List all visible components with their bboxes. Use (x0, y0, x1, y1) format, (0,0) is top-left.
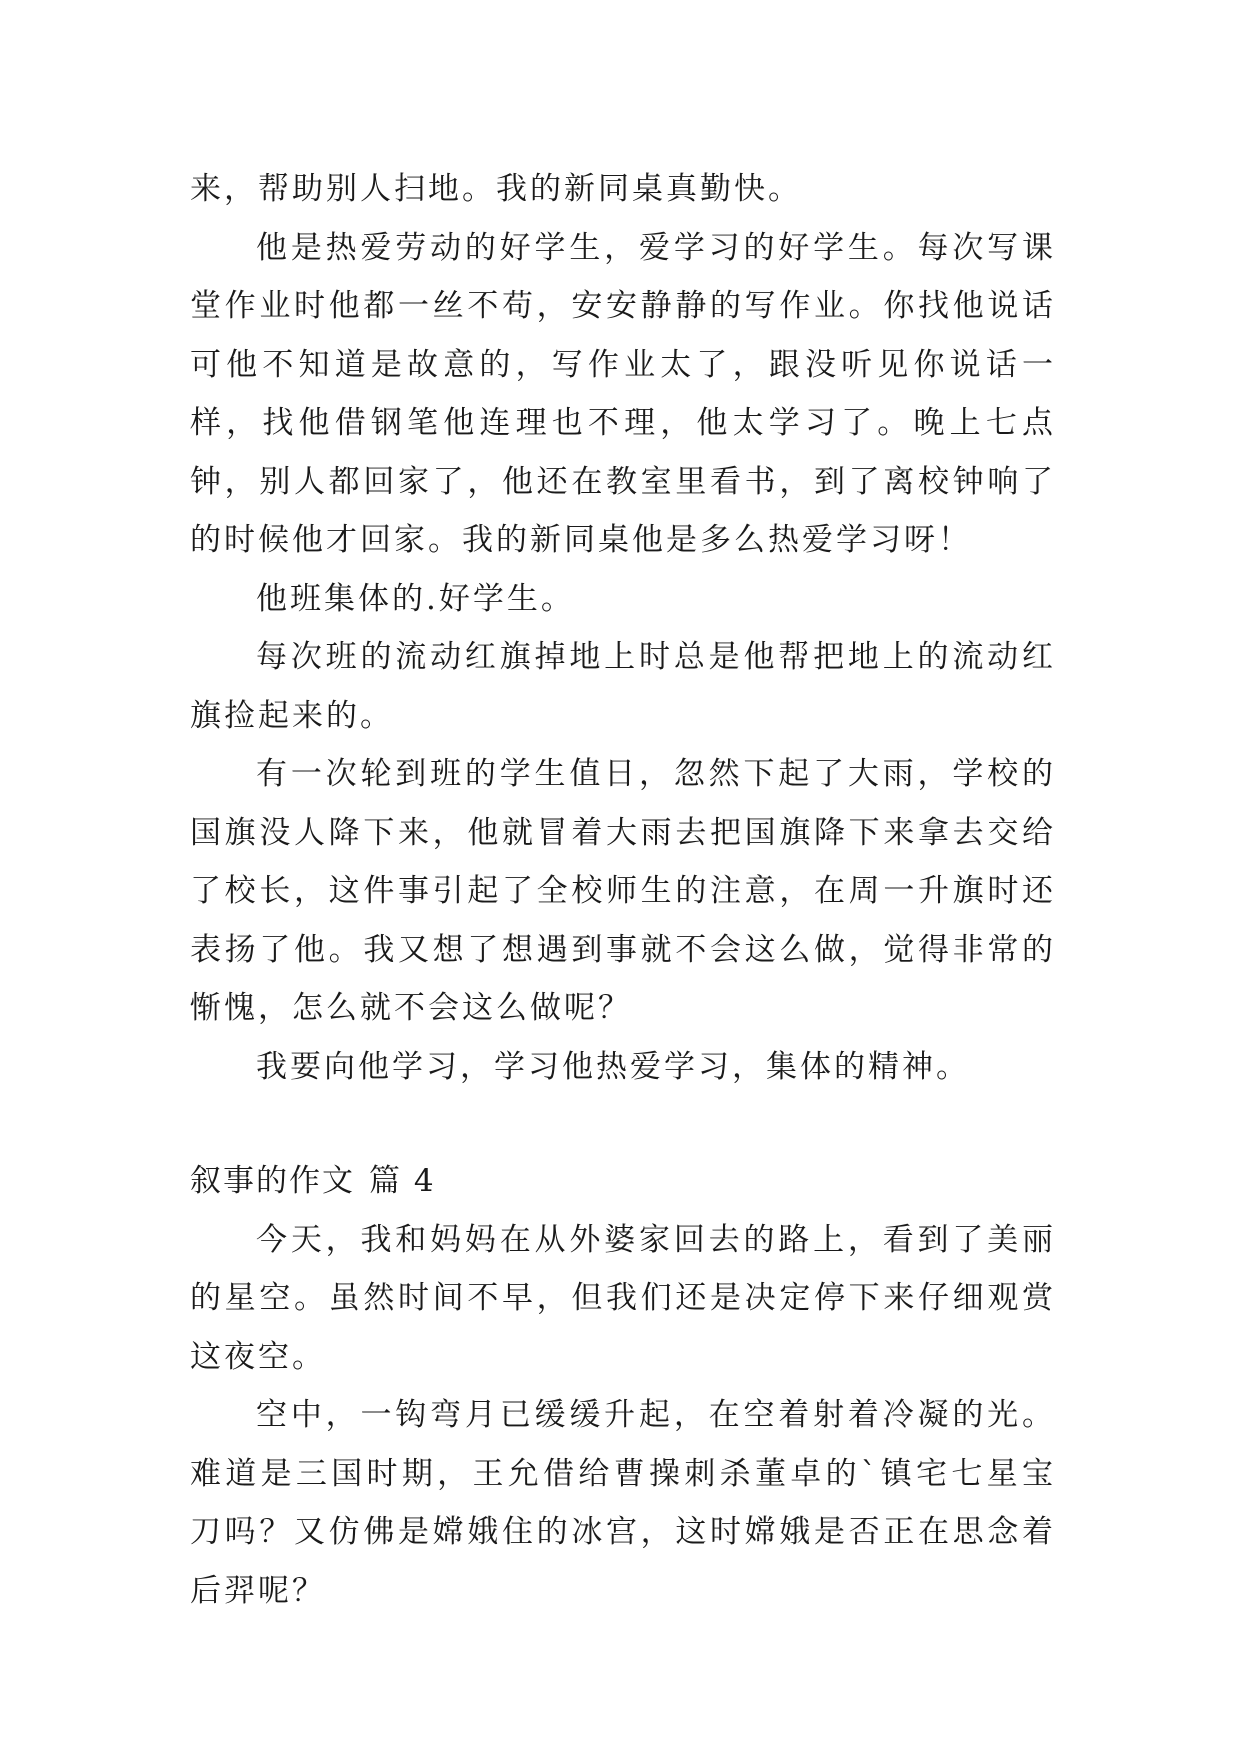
paragraph-red-flag: 每次班的流动红旗掉地上时总是他帮把地上的流动红旗捡起来的。 (190, 639, 1056, 734)
paragraph-starry-sky: 今天，我和妈妈在从外婆家回去的路上，看到了美丽的星空。虽然时间不早，但我们还是决定停下来仔细观赏这夜空。 (190, 1221, 1056, 1375)
paragraph-collective: 他班集体的.好学生。 (256, 580, 575, 617)
paragraph-continuation: 来，帮助别人扫地。我的新同桌真勤快。 (190, 171, 802, 207)
section-heading (190, 1152, 1056, 1211)
document-page (190, 160, 1056, 1620)
paragraph-learn: 我要向他学习，学习他热爱学习，集体的精神。 (256, 1048, 970, 1085)
section-title: 叙事的作文 (190, 1163, 355, 1199)
paragraph-rain: 有一次轮到班的学生值日，忽然下起了大雨，学校的国旗没人降下来，他就冒着大雨去把国旗降下来拿去交给了校长，这件事引起了全校师生的注意，在周一升旗时还表扬了他。我又想了想遇到事就不会这么做，觉得非常的惭愧，怎么就不会这么做呢？ (190, 756, 1056, 1026)
paragraph-study: 他是热爱劳动的好学生，爱学习的好学生。每次写课堂作业时他都一丝不苟，安安静静的写作业。你找他说话可他不知道是故意的，写作业太了，跟没听见你说话一样，找他借钢笔他连理也不理，他太学习了。晚上七点钟，别人都回家了，他还在教室里看书，到了离校钟响了的时候他才回家。我的新同桌他是多么热爱学习呀！ (190, 229, 1056, 558)
section-number: 篇 4 (369, 1163, 436, 1199)
paragraph-moon: 空中，一钩弯月已缓缓升起，在空着射着冷凝的光。难道是三国时期，王允借给曹操刺杀董卓的`镇宅七星宝刀吗？又仿佛是嫦娥住的冰宫，这时嫦娥是否正在思念着后羿呢？ (190, 1397, 1056, 1609)
